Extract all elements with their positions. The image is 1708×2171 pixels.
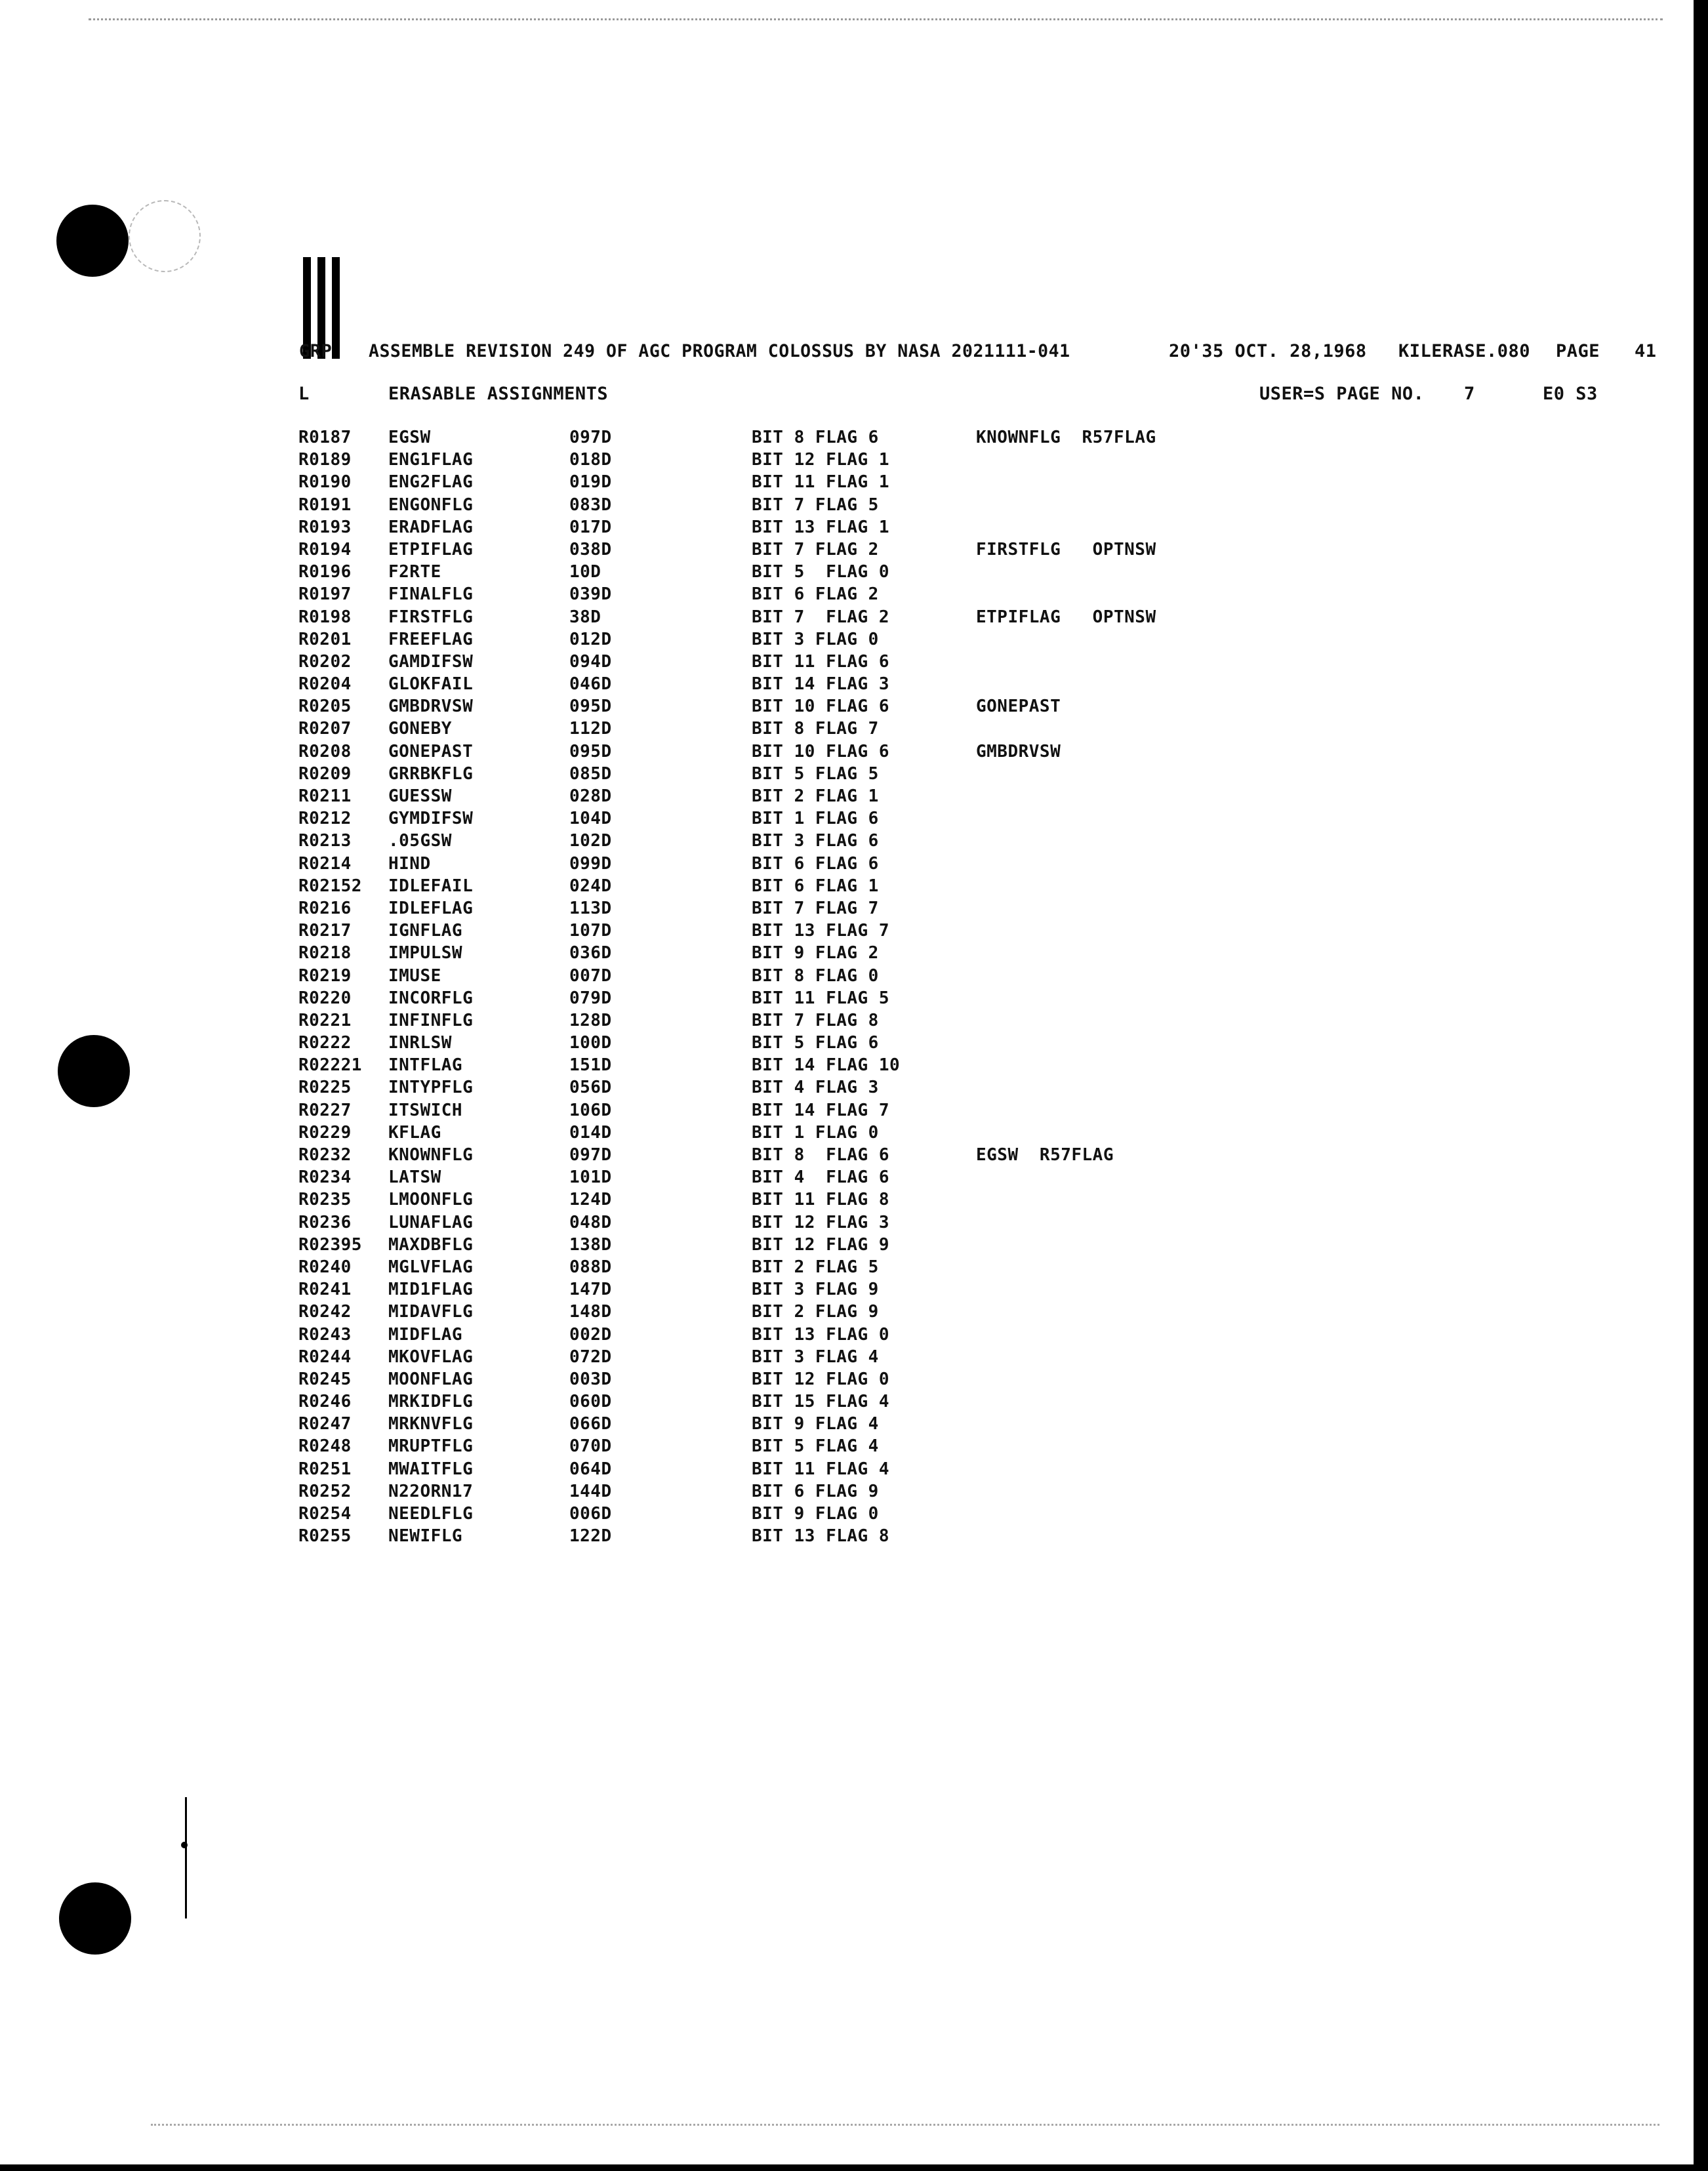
row-address: 083D — [569, 495, 612, 515]
row-address: 106D — [569, 1100, 612, 1120]
row-address: 003D — [569, 1369, 612, 1389]
row-name: LATSW — [388, 1167, 441, 1188]
row-address: 138D — [569, 1234, 612, 1255]
row-id: R0189 — [298, 450, 352, 470]
row-id: R0217 — [298, 921, 352, 941]
row-bit-flag: BIT 4 FLAG 3 — [752, 1078, 879, 1098]
row-id: R0252 — [298, 1481, 352, 1501]
row-bit-flag: BIT 6 FLAG 6 — [752, 853, 879, 874]
row-address: 38D — [569, 607, 601, 627]
row-bit-flag: BIT 6 FLAG 2 — [752, 584, 879, 605]
row-id: R02395 — [298, 1234, 362, 1255]
row-address: 147D — [569, 1280, 612, 1300]
row-name: MID1FLAG — [388, 1280, 474, 1300]
row-bit-flag: BIT 11 FLAG 5 — [752, 988, 889, 1008]
margin-tick-mark — [181, 1842, 188, 1848]
row-name: GLOKFAIL — [388, 674, 474, 695]
row-id: R0244 — [298, 1347, 352, 1367]
perforation-rule-bottom — [151, 2124, 1659, 2126]
row-id: R0209 — [298, 763, 352, 784]
row-id: R0227 — [298, 1100, 352, 1120]
row-bit-flag: BIT 1 FLAG 6 — [752, 809, 879, 829]
row-address: 148D — [569, 1302, 612, 1322]
row-id: R0214 — [298, 853, 352, 874]
row-name: INTYPFLG — [388, 1078, 474, 1098]
row-bit-flag: BIT 7 FLAG 2 — [752, 539, 879, 559]
row-bit-flag: BIT 7 FLAG 5 — [752, 495, 879, 515]
row-id: R0243 — [298, 1324, 352, 1345]
row-name: INTFLAG — [388, 1055, 463, 1076]
row-id: R0211 — [298, 786, 352, 806]
row-name: ENGONFLG — [388, 495, 474, 515]
row-name: ERADFLAG — [388, 517, 474, 537]
row-address: 122D — [569, 1526, 612, 1547]
row-id: R02152 — [298, 876, 362, 896]
header-title: ASSEMBLE REVISION 249 OF AGC PROGRAM COLOSSUS BY NASA 2021111-041 — [369, 341, 1070, 361]
row-name: .05GSW — [388, 831, 452, 851]
row-name: MKOVFLAG — [388, 1347, 474, 1367]
row-address: 006D — [569, 1504, 612, 1524]
row-id: R0205 — [298, 697, 352, 717]
row-address: 072D — [569, 1347, 612, 1367]
row-address: 085D — [569, 763, 612, 784]
row-address: 104D — [569, 809, 612, 829]
row-address: 018D — [569, 450, 612, 470]
row-bit-flag: BIT 6 FLAG 1 — [752, 876, 879, 896]
row-bit-flag: BIT 8 FLAG 6 — [752, 428, 879, 447]
row-address: 002D — [569, 1324, 612, 1345]
row-bit-flag: BIT 5 FLAG 5 — [752, 763, 879, 784]
row-id: R0204 — [298, 674, 352, 695]
row-address: 112D — [569, 719, 612, 739]
row-address: 088D — [569, 1257, 612, 1277]
row-bit-flag: BIT 9 FLAG 4 — [752, 1414, 879, 1434]
row-id: R0198 — [298, 607, 352, 627]
row-address: 060D — [569, 1392, 612, 1412]
row-name: INCORFLG — [388, 988, 474, 1008]
row-bit-flag: BIT 11 FLAG 4 — [752, 1459, 889, 1479]
row-bit-flag: BIT 3 FLAG 6 — [752, 831, 879, 851]
row-bit-flag: BIT 3 FLAG 9 — [752, 1280, 879, 1300]
row-id: R0254 — [298, 1504, 352, 1524]
row-name: GUESSW — [388, 786, 452, 806]
row-references: FIRSTFLG OPTNSW — [976, 539, 1156, 559]
row-id: R0191 — [298, 495, 352, 515]
row-name: GAMDIFSW — [388, 651, 474, 672]
row-name: GRRBKFLG — [388, 763, 474, 784]
row-bit-flag: BIT 15 FLAG 4 — [752, 1392, 889, 1412]
row-id: R0232 — [298, 1145, 352, 1165]
row-id: R0197 — [298, 584, 352, 605]
row-bit-flag: BIT 8 FLAG 6 — [752, 1145, 889, 1165]
row-name: MOONFLAG — [388, 1369, 474, 1389]
row-bit-flag: BIT 9 FLAG 2 — [752, 943, 879, 964]
row-address: 019D — [569, 472, 612, 493]
section-title: ERASABLE ASSIGNMENTS — [388, 384, 609, 404]
binder-hole-middle — [58, 1035, 130, 1107]
row-address: 070D — [569, 1436, 612, 1457]
row-bit-flag: BIT 11 FLAG 8 — [752, 1190, 889, 1210]
row-bit-flag: BIT 12 FLAG 3 — [752, 1212, 889, 1232]
row-bit-flag: BIT 3 FLAG 4 — [752, 1347, 879, 1367]
row-id: R0225 — [298, 1078, 352, 1098]
row-bit-flag: BIT 2 FLAG 1 — [752, 786, 879, 806]
row-name: IGNFLAG — [388, 921, 463, 941]
row-name: NEEDLFLG — [388, 1504, 474, 1524]
row-id: R0221 — [298, 1010, 352, 1030]
row-name: MIDFLAG — [388, 1324, 463, 1345]
subheader-code: E0 S3 — [1543, 384, 1598, 404]
row-bit-flag: BIT 2 FLAG 5 — [752, 1257, 879, 1277]
row-id: R0201 — [298, 629, 352, 649]
row-address: 028D — [569, 786, 612, 806]
row-name: N22ORN17 — [388, 1481, 474, 1501]
row-address: 038D — [569, 539, 612, 559]
row-bit-flag: BIT 4 FLAG 6 — [752, 1167, 889, 1188]
row-bit-flag: BIT 12 FLAG 9 — [752, 1234, 889, 1255]
header-page-number: 41 — [1635, 341, 1657, 361]
row-name: MRUPTFLG — [388, 1436, 474, 1457]
row-references: GMBDRVSW — [976, 741, 1061, 761]
row-bit-flag: BIT 8 FLAG 7 — [752, 719, 879, 739]
row-address: 128D — [569, 1010, 612, 1030]
row-name: ENG1FLAG — [388, 450, 474, 470]
row-id: R0235 — [298, 1190, 352, 1210]
row-address: 097D — [569, 428, 612, 447]
row-id: R0196 — [298, 562, 352, 582]
row-address: 099D — [569, 853, 612, 874]
row-address: 079D — [569, 988, 612, 1008]
row-address: 144D — [569, 1481, 612, 1501]
header-page-label: PAGE — [1556, 341, 1600, 361]
row-bit-flag: BIT 14 FLAG 7 — [752, 1100, 889, 1120]
binder-hole-top — [56, 205, 129, 277]
row-id: R0229 — [298, 1122, 352, 1143]
row-id: R0216 — [298, 898, 352, 918]
row-name: F2RTE — [388, 562, 441, 582]
row-name: NEWIFLG — [388, 1526, 463, 1547]
header-label: GRP — [299, 341, 333, 361]
row-address: 064D — [569, 1459, 612, 1479]
row-name: MGLVFLAG — [388, 1257, 474, 1277]
row-id: R0234 — [298, 1167, 352, 1188]
row-name: KNOWNFLG — [388, 1145, 474, 1165]
row-id: R0236 — [298, 1212, 352, 1232]
row-id: R0251 — [298, 1459, 352, 1479]
row-bit-flag: BIT 10 FLAG 6 — [752, 741, 889, 761]
header-filename: KILERASE.080 — [1398, 341, 1531, 361]
row-id: R0248 — [298, 1436, 352, 1457]
row-id: R0194 — [298, 539, 352, 559]
row-address: 113D — [569, 898, 612, 918]
row-id: R0240 — [298, 1257, 352, 1277]
row-id: R0246 — [298, 1392, 352, 1412]
margin-mark — [185, 1797, 187, 1918]
perforation-rule-top — [89, 18, 1663, 20]
row-name: FREEFLAG — [388, 629, 474, 649]
row-references: GONEPAST — [976, 697, 1061, 717]
row-address: 056D — [569, 1078, 612, 1098]
row-bit-flag: BIT 5 FLAG 4 — [752, 1436, 879, 1457]
row-id: R0202 — [298, 651, 352, 672]
row-id: R0222 — [298, 1033, 352, 1053]
user-page-number: 7 — [1464, 384, 1475, 404]
row-bit-flag: BIT 14 FLAG 3 — [752, 674, 889, 695]
row-name: MRKNVFLG — [388, 1414, 474, 1434]
row-address: 151D — [569, 1055, 612, 1076]
row-name: GMBDRVSW — [388, 697, 474, 717]
row-address: 107D — [569, 921, 612, 941]
scan-edge-bottom — [0, 2164, 1708, 2171]
row-id: R0247 — [298, 1414, 352, 1434]
row-name: IMUSE — [388, 965, 441, 986]
row-bit-flag: BIT 11 FLAG 6 — [752, 651, 889, 672]
row-bit-flag: BIT 5 FLAG 0 — [752, 562, 889, 582]
row-name: GONEBY — [388, 719, 452, 739]
row-bit-flag: BIT 13 FLAG 1 — [752, 517, 889, 537]
row-name: LUNAFLAG — [388, 1212, 474, 1232]
row-bit-flag: BIT 3 FLAG 0 — [752, 629, 879, 649]
row-name: INFINFLG — [388, 1010, 474, 1030]
row-id: R0218 — [298, 943, 352, 964]
row-address: 036D — [569, 943, 612, 964]
row-id: R0219 — [298, 965, 352, 986]
row-name: ETPIFLAG — [388, 539, 474, 559]
row-bit-flag: BIT 9 FLAG 0 — [752, 1504, 879, 1524]
row-name: FIRSTFLG — [388, 607, 474, 627]
row-id: R02221 — [298, 1055, 362, 1076]
row-id: R0255 — [298, 1526, 352, 1547]
row-bit-flag: BIT 1 FLAG 0 — [752, 1122, 879, 1143]
row-bit-flag: BIT 14 FLAG 10 — [752, 1055, 901, 1076]
row-address: 10D — [569, 562, 601, 582]
row-address: 017D — [569, 517, 612, 537]
binder-hole-outline — [129, 200, 201, 272]
row-address: 095D — [569, 741, 612, 761]
row-id: R0187 — [298, 428, 352, 447]
row-bit-flag: BIT 7 FLAG 2 — [752, 607, 889, 627]
row-address: 102D — [569, 831, 612, 851]
scan-edge-right — [1694, 0, 1708, 2171]
header-timestamp: 20'35 OCT. 28,1968 — [1169, 341, 1367, 361]
row-id: R0220 — [298, 988, 352, 1008]
binder-hole-bottom — [59, 1882, 131, 1955]
row-name: GYMDIFSW — [388, 809, 474, 829]
row-name: ITSWICH — [388, 1100, 463, 1120]
row-address: 100D — [569, 1033, 612, 1053]
row-address: 048D — [569, 1212, 612, 1232]
row-bit-flag: BIT 13 FLAG 7 — [752, 921, 889, 941]
row-bit-flag: BIT 7 FLAG 8 — [752, 1010, 879, 1030]
row-address: 101D — [569, 1167, 612, 1188]
row-references: KNOWNFLG R57FLAG — [976, 428, 1156, 447]
row-id: R0213 — [298, 831, 352, 851]
row-name: INRLSW — [388, 1033, 452, 1053]
row-bit-flag: BIT 10 FLAG 6 — [752, 697, 889, 717]
row-name: MIDAVFLG — [388, 1302, 474, 1322]
row-name: MRKIDFLG — [388, 1392, 474, 1412]
row-bit-flag: BIT 12 FLAG 0 — [752, 1369, 889, 1389]
row-name: MAXDBFLG — [388, 1234, 474, 1255]
row-id: R0212 — [298, 809, 352, 829]
row-bit-flag: BIT 7 FLAG 7 — [752, 898, 879, 918]
row-address: 039D — [569, 584, 612, 605]
row-references: ETPIFLAG OPTNSW — [976, 607, 1156, 627]
row-address: 066D — [569, 1414, 612, 1434]
row-name: IMPULSW — [388, 943, 463, 964]
row-bit-flag: BIT 8 FLAG 0 — [752, 965, 879, 986]
row-bit-flag: BIT 13 FLAG 0 — [752, 1324, 889, 1345]
row-address: 024D — [569, 876, 612, 896]
row-name: FINALFLG — [388, 584, 474, 605]
subheader-letter: L — [298, 384, 310, 404]
row-id: R0245 — [298, 1369, 352, 1389]
user-page-label: USER=S PAGE NO. — [1259, 384, 1425, 404]
row-name: EGSW — [388, 428, 431, 447]
row-address: 014D — [569, 1122, 612, 1143]
row-id: R0208 — [298, 741, 352, 761]
row-name: LMOONFLG — [388, 1190, 474, 1210]
row-address: 012D — [569, 629, 612, 649]
row-address: 097D — [569, 1145, 612, 1165]
row-bit-flag: BIT 13 FLAG 8 — [752, 1526, 889, 1547]
row-address: 046D — [569, 674, 612, 695]
row-name: ENG2FLAG — [388, 472, 474, 493]
row-name: MWAITFLG — [388, 1459, 474, 1479]
row-bit-flag: BIT 5 FLAG 6 — [752, 1033, 879, 1053]
row-bit-flag: BIT 12 FLAG 1 — [752, 450, 889, 470]
row-bit-flag: BIT 2 FLAG 9 — [752, 1302, 879, 1322]
row-address: 095D — [569, 697, 612, 717]
row-bit-flag: BIT 11 FLAG 1 — [752, 472, 889, 493]
row-address: 094D — [569, 651, 612, 672]
row-name: GONEPAST — [388, 741, 474, 761]
row-id: R0242 — [298, 1302, 352, 1322]
row-name: IDLEFAIL — [388, 876, 474, 896]
row-name: KFLAG — [388, 1122, 441, 1143]
row-address: 007D — [569, 965, 612, 986]
row-address: 124D — [569, 1190, 612, 1210]
row-references: EGSW R57FLAG — [976, 1145, 1114, 1165]
row-name: IDLEFLAG — [388, 898, 474, 918]
row-name: HIND — [388, 853, 431, 874]
row-id: R0190 — [298, 472, 352, 493]
row-bit-flag: BIT 6 FLAG 9 — [752, 1481, 879, 1501]
row-id: R0207 — [298, 719, 352, 739]
row-id: R0193 — [298, 517, 352, 537]
row-id: R0241 — [298, 1280, 352, 1300]
